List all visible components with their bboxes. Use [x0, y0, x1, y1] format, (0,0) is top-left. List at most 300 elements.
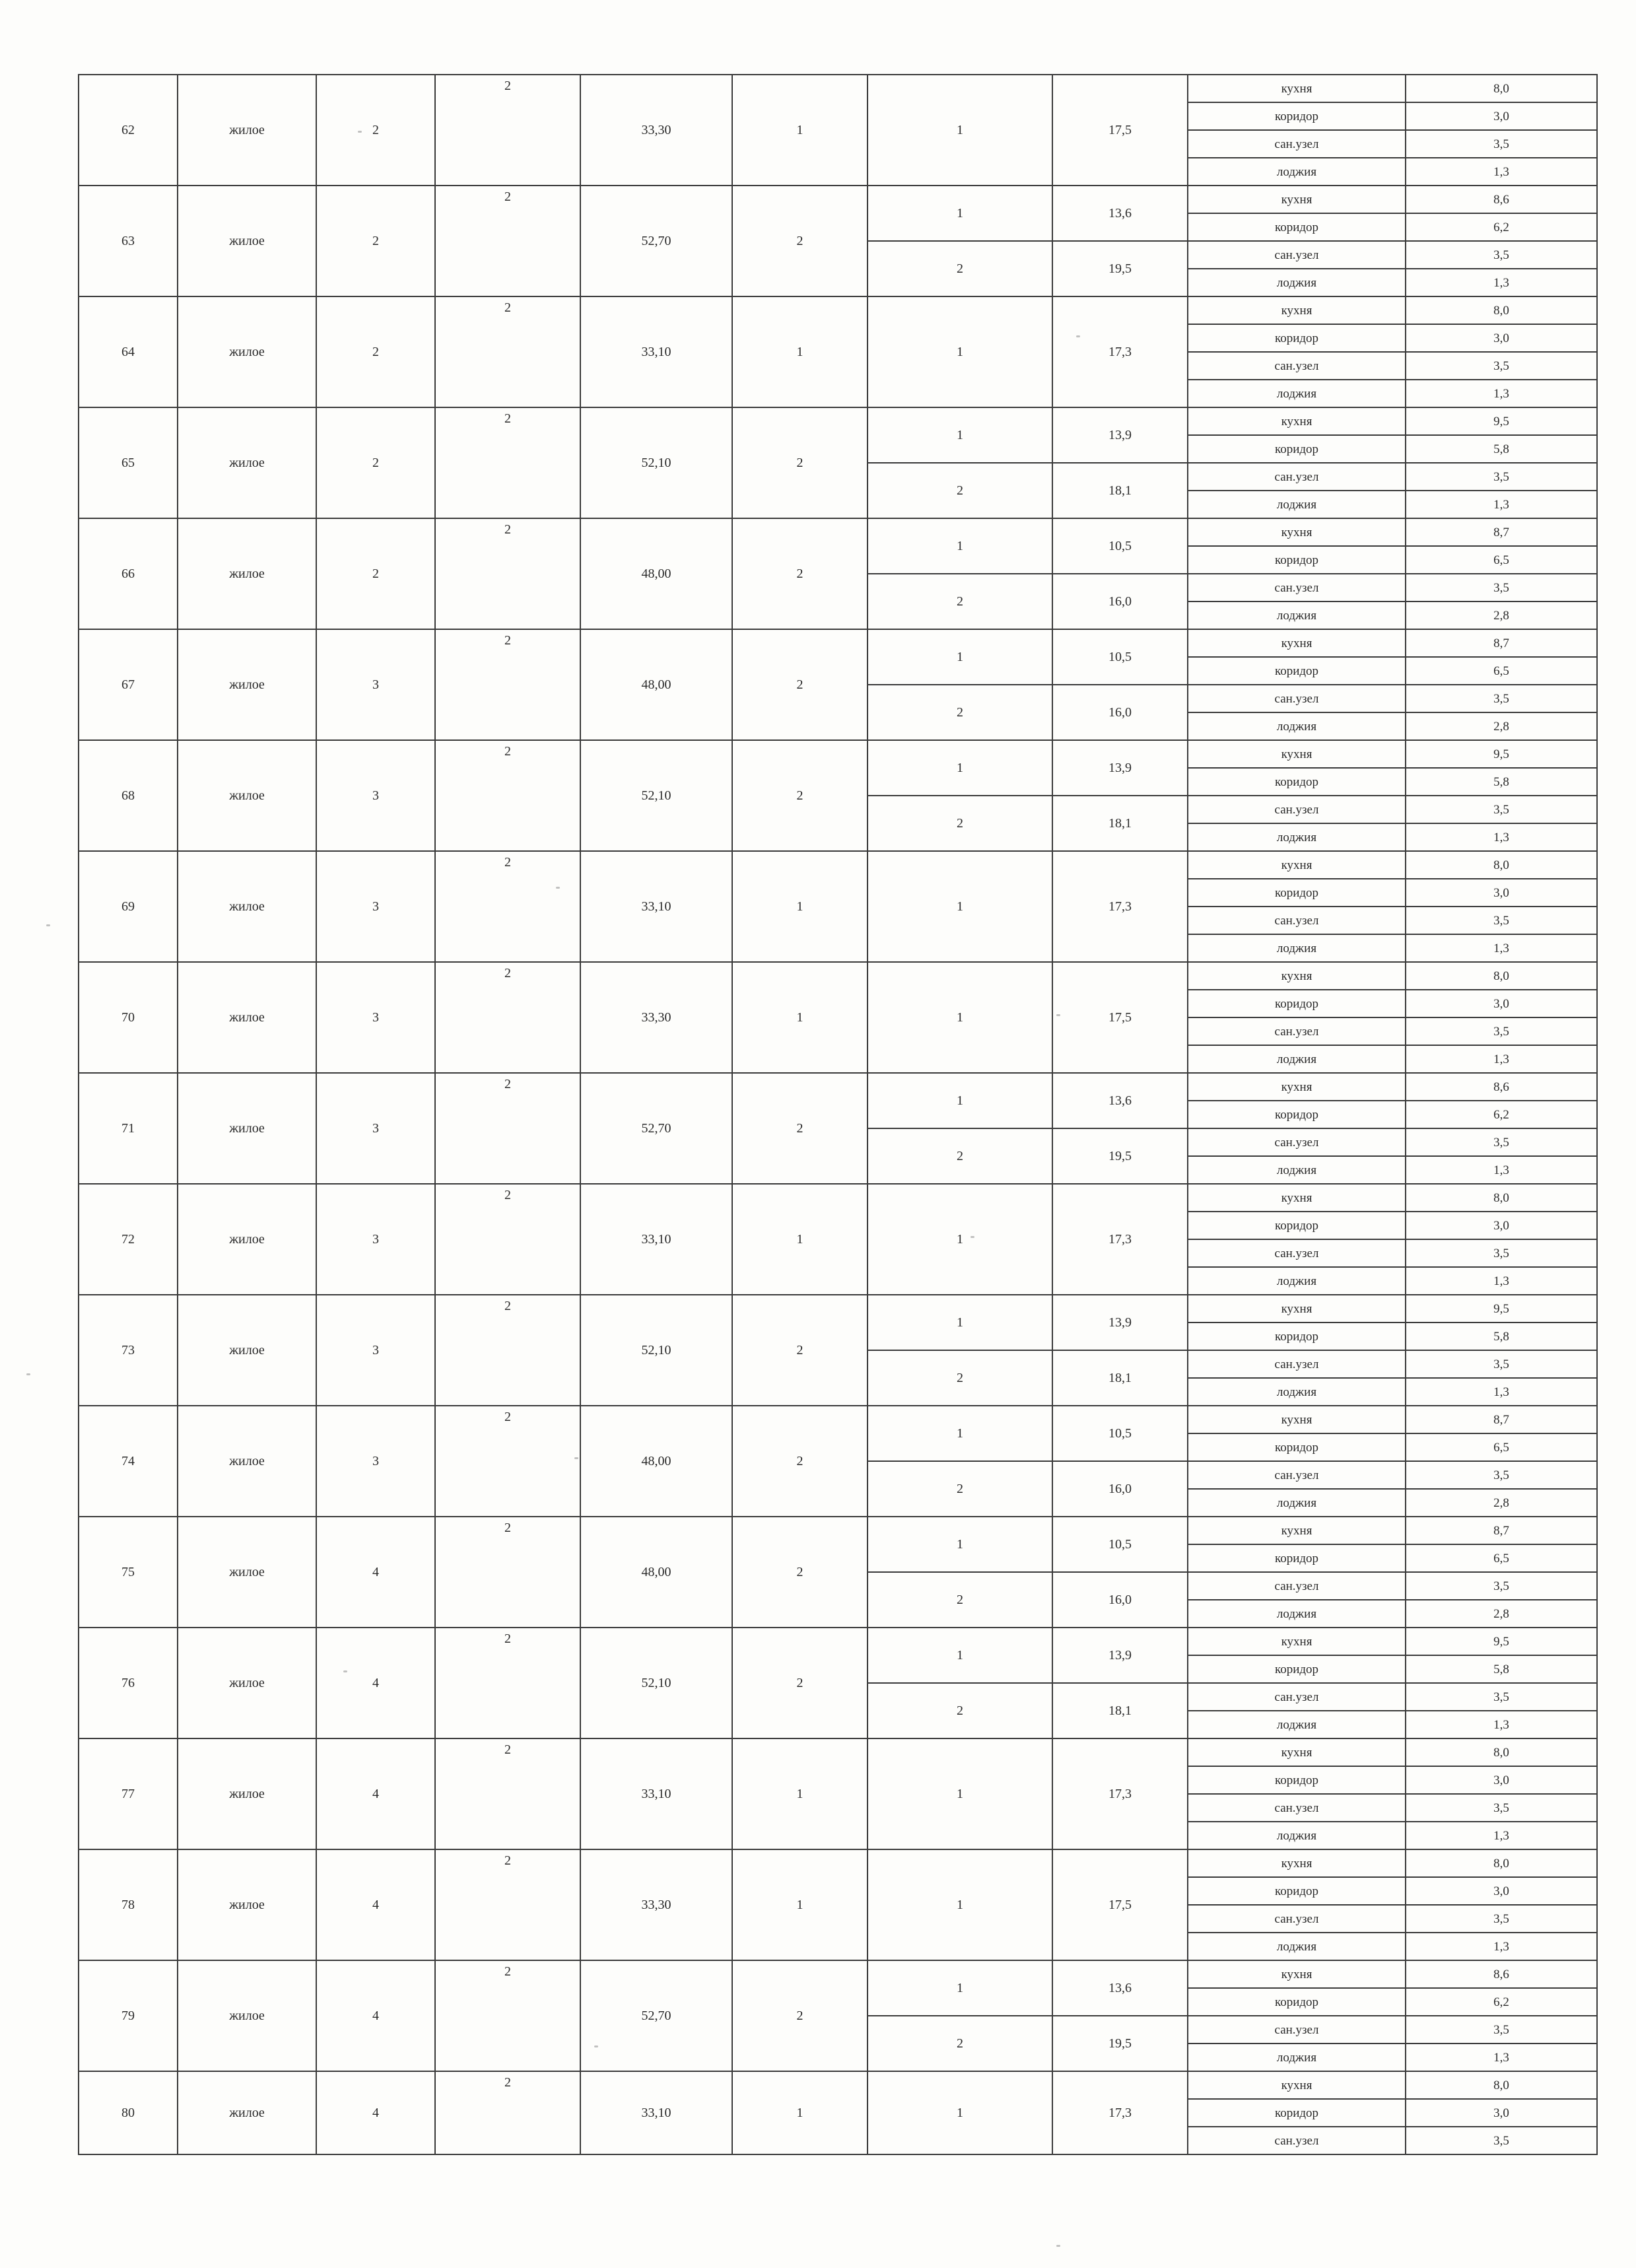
living-room-number-cell: 1: [868, 629, 1052, 685]
total-area-cell: 48,00: [580, 629, 732, 740]
premises-type-cell: жилое: [178, 1295, 316, 1406]
auxiliary-room-area-cell: 8,0: [1406, 1738, 1597, 1766]
auxiliary-room-area-cell: 6,5: [1406, 1544, 1597, 1572]
auxiliary-room-name-cell: сан.узел: [1188, 685, 1406, 712]
living-room-number-cell: 1: [868, 1184, 1052, 1295]
room-count-cell: 1: [732, 1849, 868, 1960]
auxiliary-room-area-cell: 1,3: [1406, 1822, 1597, 1849]
living-room-number-cell: 2: [868, 1128, 1052, 1184]
auxiliary-room-area-cell: 3,5: [1406, 241, 1597, 269]
living-room-number-cell: 2: [868, 463, 1052, 518]
auxiliary-room-name-cell: сан.узел: [1188, 1128, 1406, 1156]
apartment-number-cell: 65: [79, 407, 178, 518]
column-4-cell: 2: [435, 851, 580, 962]
living-room-area-cell: 13,6: [1052, 1960, 1188, 2016]
auxiliary-room-area-cell: 3,5: [1406, 463, 1597, 491]
column-4-cell: 2: [435, 2071, 580, 2154]
auxiliary-room-name-cell: кухня: [1188, 186, 1406, 213]
floor-cell: 3: [316, 740, 435, 851]
auxiliary-room-area-cell: 1,3: [1406, 2044, 1597, 2071]
auxiliary-room-area-cell: 3,5: [1406, 1128, 1597, 1156]
auxiliary-room-name-cell: лоджия: [1188, 1933, 1406, 1960]
floor-cell: 4: [316, 1849, 435, 1960]
auxiliary-room-area-cell: 8,0: [1406, 296, 1597, 324]
auxiliary-room-name-cell: кухня: [1188, 296, 1406, 324]
living-room-number-cell: 1: [868, 1073, 1052, 1128]
room-count-cell: 1: [732, 962, 868, 1073]
auxiliary-room-area-cell: 8,7: [1406, 629, 1597, 657]
living-room-number-cell: 2: [868, 1350, 1052, 1406]
auxiliary-room-name-cell: лоджия: [1188, 601, 1406, 629]
living-room-number-cell: 1: [868, 186, 1052, 241]
auxiliary-room-area-cell: 1,3: [1406, 823, 1597, 851]
table-row: [79, 75, 1597, 102]
total-area-cell: 52,70: [580, 1073, 732, 1184]
auxiliary-room-area-cell: 3,5: [1406, 1017, 1597, 1045]
auxiliary-room-name-cell: коридор: [1188, 1323, 1406, 1350]
auxiliary-room-name-cell: кухня: [1188, 740, 1406, 768]
auxiliary-room-name-cell: коридор: [1188, 657, 1406, 685]
auxiliary-room-area-cell: 2,8: [1406, 1489, 1597, 1517]
floor-cell: 4: [316, 2071, 435, 2154]
column-4-cell: 2: [435, 186, 580, 296]
living-room-area-cell: 17,5: [1052, 75, 1188, 186]
auxiliary-room-area-cell: 9,5: [1406, 407, 1597, 435]
apartment-number-cell: 70: [79, 962, 178, 1073]
auxiliary-room-area-cell: 8,7: [1406, 518, 1597, 546]
auxiliary-room-area-cell: 5,8: [1406, 435, 1597, 463]
living-room-area-cell: 19,5: [1052, 1128, 1188, 1184]
living-room-area-cell: 17,3: [1052, 296, 1188, 407]
auxiliary-room-area-cell: 1,3: [1406, 1045, 1597, 1073]
total-area-cell: 33,10: [580, 1738, 732, 1849]
floor-cell: 3: [316, 1406, 435, 1517]
room-count-cell: 2: [732, 1295, 868, 1406]
table-row: [79, 1738, 1597, 1766]
auxiliary-room-name-cell: кухня: [1188, 1738, 1406, 1766]
living-room-area-cell: 10,5: [1052, 1517, 1188, 1572]
apartment-number-cell: 72: [79, 1184, 178, 1295]
room-count-cell: 2: [732, 1960, 868, 2071]
table-row: [79, 1073, 1597, 1101]
scan-speck: [971, 1236, 974, 1238]
auxiliary-room-area-cell: 9,5: [1406, 740, 1597, 768]
scan-speck: [1056, 1014, 1060, 1016]
living-room-number-cell: 1: [868, 518, 1052, 574]
total-area-cell: 33,10: [580, 296, 732, 407]
living-room-area-cell: 10,5: [1052, 1406, 1188, 1461]
living-room-number-cell: 2: [868, 1461, 1052, 1517]
living-room-number-cell: 1: [868, 1628, 1052, 1683]
auxiliary-room-name-cell: коридор: [1188, 990, 1406, 1017]
living-room-number-cell: 1: [868, 1295, 1052, 1350]
auxiliary-room-area-cell: 3,5: [1406, 1239, 1597, 1267]
auxiliary-room-area-cell: 2,8: [1406, 601, 1597, 629]
auxiliary-room-area-cell: 1,3: [1406, 1378, 1597, 1406]
premises-type-cell: жилое: [178, 1849, 316, 1960]
auxiliary-room-area-cell: 8,0: [1406, 1184, 1597, 1212]
floor-cell: 4: [316, 1517, 435, 1628]
auxiliary-room-area-cell: 9,5: [1406, 1628, 1597, 1655]
floor-cell: 3: [316, 962, 435, 1073]
table-row: [79, 1517, 1597, 1544]
living-room-number-cell: 2: [868, 2016, 1052, 2071]
premises-type-cell: жилое: [178, 1073, 316, 1184]
auxiliary-room-area-cell: 3,5: [1406, 685, 1597, 712]
auxiliary-room-area-cell: 3,5: [1406, 1572, 1597, 1600]
auxiliary-room-name-cell: сан.узел: [1188, 1905, 1406, 1933]
total-area-cell: 52,10: [580, 407, 732, 518]
auxiliary-room-area-cell: 1,3: [1406, 158, 1597, 186]
scan-speck: [358, 131, 362, 133]
auxiliary-room-area-cell: 6,2: [1406, 1101, 1597, 1128]
auxiliary-room-name-cell: сан.узел: [1188, 1461, 1406, 1489]
living-room-area-cell: 19,5: [1052, 2016, 1188, 2071]
total-area-cell: 33,30: [580, 75, 732, 186]
floor-cell: 2: [316, 518, 435, 629]
auxiliary-room-name-cell: коридор: [1188, 1877, 1406, 1905]
room-count-cell: 1: [732, 75, 868, 186]
premises-type-cell: жилое: [178, 1406, 316, 1517]
room-count-cell: 1: [732, 1738, 868, 1849]
total-area-cell: 33,30: [580, 962, 732, 1073]
scan-speck: [594, 2045, 598, 2047]
auxiliary-room-name-cell: коридор: [1188, 1655, 1406, 1683]
living-room-area-cell: 16,0: [1052, 685, 1188, 740]
auxiliary-room-area-cell: 3,5: [1406, 2127, 1597, 2154]
auxiliary-room-name-cell: сан.узел: [1188, 796, 1406, 823]
auxiliary-room-name-cell: лоджия: [1188, 2044, 1406, 2071]
premises-type-cell: жилое: [178, 1184, 316, 1295]
auxiliary-room-area-cell: 3,5: [1406, 352, 1597, 380]
floor-cell: 4: [316, 1960, 435, 2071]
auxiliary-room-name-cell: сан.узел: [1188, 241, 1406, 269]
scan-speck: [1076, 335, 1080, 337]
total-area-cell: 33,10: [580, 851, 732, 962]
auxiliary-room-name-cell: сан.узел: [1188, 1794, 1406, 1822]
auxiliary-room-name-cell: кухня: [1188, 1406, 1406, 1433]
floor-cell: 3: [316, 1073, 435, 1184]
auxiliary-room-name-cell: лоджия: [1188, 823, 1406, 851]
scan-speck: [1056, 2245, 1060, 2247]
total-area-cell: 48,00: [580, 518, 732, 629]
auxiliary-room-name-cell: сан.узел: [1188, 907, 1406, 934]
auxiliary-room-name-cell: лоджия: [1188, 1156, 1406, 1184]
living-room-number-cell: 2: [868, 685, 1052, 740]
apartment-number-cell: 71: [79, 1073, 178, 1184]
auxiliary-room-area-cell: 1,3: [1406, 934, 1597, 962]
auxiliary-room-name-cell: лоджия: [1188, 934, 1406, 962]
auxiliary-room-name-cell: кухня: [1188, 75, 1406, 102]
apartment-number-cell: 73: [79, 1295, 178, 1406]
auxiliary-room-name-cell: кухня: [1188, 1073, 1406, 1101]
scan-speck: [26, 1373, 30, 1375]
auxiliary-room-area-cell: 9,5: [1406, 1295, 1597, 1323]
table-row: [79, 851, 1597, 879]
living-room-number-cell: 1: [868, 407, 1052, 463]
table-row: [79, 740, 1597, 768]
total-area-cell: 52,70: [580, 186, 732, 296]
living-room-area-cell: 13,9: [1052, 1628, 1188, 1683]
column-4-cell: 2: [435, 962, 580, 1073]
living-room-area-cell: 13,6: [1052, 186, 1188, 241]
column-4-cell: 2: [435, 629, 580, 740]
auxiliary-room-area-cell: 3,5: [1406, 130, 1597, 158]
auxiliary-room-name-cell: лоджия: [1188, 1600, 1406, 1628]
apartment-number-cell: 67: [79, 629, 178, 740]
auxiliary-room-area-cell: 3,5: [1406, 1350, 1597, 1378]
auxiliary-room-name-cell: сан.узел: [1188, 1572, 1406, 1600]
apartment-number-cell: 76: [79, 1628, 178, 1738]
auxiliary-room-area-cell: 3,0: [1406, 1877, 1597, 1905]
auxiliary-room-name-cell: кухня: [1188, 1849, 1406, 1877]
table-row: [79, 962, 1597, 990]
living-room-area-cell: 17,5: [1052, 962, 1188, 1073]
auxiliary-room-name-cell: лоджия: [1188, 1378, 1406, 1406]
living-room-area-cell: 16,0: [1052, 1461, 1188, 1517]
auxiliary-room-area-cell: 3,5: [1406, 1905, 1597, 1933]
auxiliary-room-area-cell: 2,8: [1406, 712, 1597, 740]
auxiliary-room-area-cell: 3,5: [1406, 907, 1597, 934]
auxiliary-room-name-cell: кухня: [1188, 1628, 1406, 1655]
auxiliary-room-area-cell: 1,3: [1406, 491, 1597, 518]
auxiliary-room-name-cell: кухня: [1188, 1295, 1406, 1323]
floor-cell: 2: [316, 407, 435, 518]
living-room-number-cell: 1: [868, 740, 1052, 796]
auxiliary-room-name-cell: коридор: [1188, 1544, 1406, 1572]
living-room-number-cell: 1: [868, 1960, 1052, 2016]
auxiliary-room-area-cell: 1,3: [1406, 380, 1597, 407]
auxiliary-room-name-cell: коридор: [1188, 546, 1406, 574]
room-count-cell: 2: [732, 407, 868, 518]
living-room-area-cell: 18,1: [1052, 463, 1188, 518]
column-4-cell: 2: [435, 1073, 580, 1184]
total-area-cell: 33,30: [580, 1849, 732, 1960]
apartment-number-cell: 68: [79, 740, 178, 851]
room-count-cell: 2: [732, 186, 868, 296]
living-room-number-cell: 1: [868, 2071, 1052, 2154]
auxiliary-room-area-cell: 8,7: [1406, 1406, 1597, 1433]
room-count-cell: 2: [732, 1628, 868, 1738]
premises-type-cell: жилое: [178, 75, 316, 186]
auxiliary-room-area-cell: 8,6: [1406, 1960, 1597, 1988]
living-room-area-cell: 19,5: [1052, 241, 1188, 296]
total-area-cell: 33,10: [580, 1184, 732, 1295]
auxiliary-room-area-cell: 6,5: [1406, 546, 1597, 574]
column-4-cell: 2: [435, 1960, 580, 2071]
apartment-number-cell: 64: [79, 296, 178, 407]
auxiliary-room-area-cell: 8,0: [1406, 851, 1597, 879]
living-room-number-cell: 1: [868, 962, 1052, 1073]
auxiliary-room-area-cell: 8,0: [1406, 962, 1597, 990]
auxiliary-room-area-cell: 1,3: [1406, 1933, 1597, 1960]
auxiliary-room-name-cell: сан.узел: [1188, 352, 1406, 380]
room-count-cell: 1: [732, 296, 868, 407]
premises-type-cell: жилое: [178, 2071, 316, 2154]
auxiliary-room-area-cell: 5,8: [1406, 1655, 1597, 1683]
premises-type-cell: жилое: [178, 629, 316, 740]
living-room-number-cell: 2: [868, 574, 1052, 629]
auxiliary-room-area-cell: 3,5: [1406, 796, 1597, 823]
auxiliary-room-area-cell: 1,3: [1406, 1711, 1597, 1738]
auxiliary-room-area-cell: 3,0: [1406, 324, 1597, 352]
living-room-number-cell: 2: [868, 796, 1052, 851]
auxiliary-room-name-cell: кухня: [1188, 407, 1406, 435]
living-room-area-cell: 13,9: [1052, 740, 1188, 796]
auxiliary-room-name-cell: кухня: [1188, 518, 1406, 546]
living-room-area-cell: 17,3: [1052, 851, 1188, 962]
auxiliary-room-area-cell: 3,0: [1406, 879, 1597, 907]
auxiliary-room-area-cell: 6,2: [1406, 213, 1597, 241]
living-room-area-cell: 17,3: [1052, 1738, 1188, 1849]
auxiliary-room-area-cell: 3,5: [1406, 2016, 1597, 2044]
column-4-cell: 2: [435, 1406, 580, 1517]
apartment-number-cell: 79: [79, 1960, 178, 2071]
auxiliary-room-area-cell: 8,7: [1406, 1517, 1597, 1544]
auxiliary-room-area-cell: 3,5: [1406, 1683, 1597, 1711]
floor-cell: 3: [316, 851, 435, 962]
floor-cell: 3: [316, 1184, 435, 1295]
apartment-number-cell: 78: [79, 1849, 178, 1960]
auxiliary-room-area-cell: 6,5: [1406, 1433, 1597, 1461]
table-row: [79, 407, 1597, 435]
living-room-area-cell: 13,9: [1052, 407, 1188, 463]
table-row: [79, 186, 1597, 213]
scan-speck: [46, 924, 50, 926]
auxiliary-room-name-cell: лоджия: [1188, 269, 1406, 296]
auxiliary-room-name-cell: коридор: [1188, 435, 1406, 463]
auxiliary-room-area-cell: 3,5: [1406, 1794, 1597, 1822]
auxiliary-room-name-cell: коридор: [1188, 1101, 1406, 1128]
floor-cell: 2: [316, 75, 435, 186]
premises-type-cell: жилое: [178, 851, 316, 962]
auxiliary-room-name-cell: кухня: [1188, 851, 1406, 879]
column-4-cell: 2: [435, 1295, 580, 1406]
floor-cell: 3: [316, 629, 435, 740]
auxiliary-room-area-cell: 1,3: [1406, 1156, 1597, 1184]
floor-cell: 4: [316, 1738, 435, 1849]
living-room-area-cell: 18,1: [1052, 1683, 1188, 1738]
auxiliary-room-area-cell: 8,0: [1406, 75, 1597, 102]
scan-speck: [574, 1457, 578, 1459]
auxiliary-room-name-cell: сан.узел: [1188, 1239, 1406, 1267]
auxiliary-room-name-cell: сан.узел: [1188, 574, 1406, 601]
auxiliary-room-area-cell: 8,6: [1406, 186, 1597, 213]
apartment-register-table: [78, 74, 1598, 2155]
auxiliary-room-area-cell: 3,5: [1406, 574, 1597, 601]
table-row: [79, 1960, 1597, 1988]
apartment-number-cell: 74: [79, 1406, 178, 1517]
auxiliary-room-name-cell: кухня: [1188, 962, 1406, 990]
total-area-cell: 52,70: [580, 1960, 732, 2071]
auxiliary-room-name-cell: лоджия: [1188, 1489, 1406, 1517]
auxiliary-room-area-cell: 3,5: [1406, 1461, 1597, 1489]
apartment-number-cell: 77: [79, 1738, 178, 1849]
auxiliary-room-area-cell: 6,2: [1406, 1988, 1597, 2016]
column-4-cell: 2: [435, 296, 580, 407]
premises-type-cell: жилое: [178, 740, 316, 851]
auxiliary-room-name-cell: лоджия: [1188, 712, 1406, 740]
table-row: [79, 296, 1597, 324]
living-room-area-cell: 13,9: [1052, 1295, 1188, 1350]
scan-speck: [343, 1670, 347, 1672]
auxiliary-room-area-cell: 6,5: [1406, 657, 1597, 685]
table-row: [79, 629, 1597, 657]
premises-type-cell: жилое: [178, 296, 316, 407]
auxiliary-room-name-cell: коридор: [1188, 1988, 1406, 2016]
room-count-cell: 2: [732, 629, 868, 740]
auxiliary-room-area-cell: 8,6: [1406, 1073, 1597, 1101]
auxiliary-room-name-cell: лоджия: [1188, 1822, 1406, 1849]
auxiliary-room-area-cell: 1,3: [1406, 269, 1597, 296]
floor-cell: 4: [316, 1628, 435, 1738]
living-room-number-cell: 1: [868, 1849, 1052, 1960]
floor-cell: 2: [316, 186, 435, 296]
table-row: [79, 1295, 1597, 1323]
apartment-number-cell: 66: [79, 518, 178, 629]
auxiliary-room-name-cell: коридор: [1188, 1212, 1406, 1239]
auxiliary-room-name-cell: лоджия: [1188, 1711, 1406, 1738]
living-room-area-cell: 13,6: [1052, 1073, 1188, 1128]
auxiliary-room-area-cell: 5,8: [1406, 1323, 1597, 1350]
column-4-cell: 2: [435, 740, 580, 851]
auxiliary-room-name-cell: коридор: [1188, 2099, 1406, 2127]
auxiliary-room-area-cell: 3,0: [1406, 102, 1597, 130]
premises-type-cell: жилое: [178, 407, 316, 518]
column-4-cell: 2: [435, 1184, 580, 1295]
auxiliary-room-name-cell: кухня: [1188, 1960, 1406, 1988]
apartment-number-cell: 75: [79, 1517, 178, 1628]
table-row: [79, 1184, 1597, 1212]
living-room-number-cell: 1: [868, 1406, 1052, 1461]
auxiliary-room-area-cell: 3,0: [1406, 1766, 1597, 1794]
total-area-cell: 52,10: [580, 1628, 732, 1738]
premises-type-cell: жилое: [178, 1517, 316, 1628]
living-room-area-cell: 10,5: [1052, 629, 1188, 685]
apartment-number-cell: 62: [79, 75, 178, 186]
table-row: [79, 1406, 1597, 1433]
living-room-area-cell: 17,5: [1052, 1849, 1188, 1960]
auxiliary-room-name-cell: лоджия: [1188, 491, 1406, 518]
auxiliary-room-area-cell: 3,0: [1406, 2099, 1597, 2127]
living-room-number-cell: 1: [868, 75, 1052, 186]
auxiliary-room-name-cell: коридор: [1188, 1766, 1406, 1794]
column-4-cell: 2: [435, 1517, 580, 1628]
auxiliary-room-area-cell: 8,0: [1406, 2071, 1597, 2099]
living-room-number-cell: 2: [868, 241, 1052, 296]
auxiliary-room-name-cell: сан.узел: [1188, 463, 1406, 491]
floor-cell: 3: [316, 1295, 435, 1406]
living-room-number-cell: 2: [868, 1683, 1052, 1738]
living-room-area-cell: 16,0: [1052, 1572, 1188, 1628]
apartment-number-cell: 63: [79, 186, 178, 296]
auxiliary-room-area-cell: 1,3: [1406, 1267, 1597, 1295]
auxiliary-room-name-cell: лоджия: [1188, 158, 1406, 186]
living-room-number-cell: 1: [868, 1738, 1052, 1849]
floor-cell: 2: [316, 296, 435, 407]
column-4-cell: 2: [435, 75, 580, 186]
auxiliary-room-name-cell: коридор: [1188, 213, 1406, 241]
living-room-area-cell: 10,5: [1052, 518, 1188, 574]
living-room-area-cell: 17,3: [1052, 1184, 1188, 1295]
scan-speck: [556, 887, 560, 889]
living-room-number-cell: 1: [868, 851, 1052, 962]
table-row: [79, 2071, 1597, 2099]
living-room-area-cell: 16,0: [1052, 574, 1188, 629]
auxiliary-room-area-cell: 3,0: [1406, 1212, 1597, 1239]
column-4-cell: 2: [435, 1738, 580, 1849]
auxiliary-room-name-cell: сан.узел: [1188, 1017, 1406, 1045]
